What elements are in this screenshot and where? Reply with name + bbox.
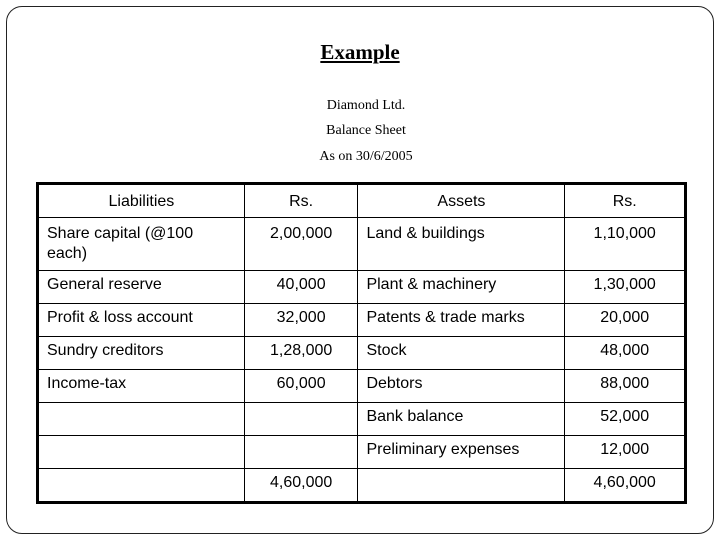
header-liabilities: Liabilities	[38, 184, 245, 218]
asset-amount: 1,10,000	[565, 218, 686, 271]
statement-date: As on 30/6/2005	[319, 149, 413, 164]
table-row	[38, 337, 686, 370]
liability-name: Share capital (@100 each)	[38, 218, 245, 271]
asset-amount: 88,000	[565, 370, 686, 403]
statement-name: Balance Sheet	[326, 123, 406, 138]
liability-name: Income-tax	[38, 370, 245, 403]
liability-name	[38, 403, 245, 436]
liability-name: General reserve	[38, 271, 245, 304]
liability-amount: 40,000	[244, 271, 358, 304]
asset-amount: 52,000	[565, 403, 686, 436]
asset-name: Stock	[358, 337, 565, 370]
liability-name	[38, 436, 245, 469]
table-row	[38, 403, 686, 436]
liabilities-total: 4,60,000	[244, 469, 358, 503]
totals-row	[38, 469, 686, 503]
totals-asset-label-cell	[358, 469, 565, 503]
asset-name: Debtors	[358, 370, 565, 403]
asset-name: Land & buildings	[358, 218, 565, 271]
table-row	[38, 271, 686, 304]
asset-amount: 20,000	[565, 304, 686, 337]
asset-name: Preliminary expenses	[358, 436, 565, 469]
company-name: Diamond Ltd.	[326, 98, 406, 113]
assets-total: 4,60,000	[565, 469, 686, 503]
liability-amount	[244, 436, 358, 469]
table-row	[38, 370, 686, 403]
asset-name: Patents & trade marks	[358, 304, 565, 337]
liability-name: Sundry creditors	[38, 337, 245, 370]
table-row	[38, 304, 686, 337]
liability-amount: 60,000	[244, 370, 358, 403]
asset-amount: 12,000	[565, 436, 686, 469]
balance-sheet-table	[36, 182, 687, 504]
table-row	[38, 436, 686, 469]
liability-name: Profit & loss account	[38, 304, 245, 337]
header-assets: Assets	[358, 184, 565, 218]
asset-amount: 1,30,000	[565, 271, 686, 304]
asset-name: Plant & machinery	[358, 271, 565, 304]
liability-amount: 1,28,000	[244, 337, 358, 370]
table-row	[38, 218, 686, 271]
liability-amount	[244, 403, 358, 436]
totals-label-cell	[38, 469, 245, 503]
header-liabilities-amount: Rs.	[244, 184, 358, 218]
asset-name: Bank balance	[358, 403, 565, 436]
header-assets-amount: Rs.	[565, 184, 686, 218]
liability-amount: 32,000	[244, 304, 358, 337]
asset-amount: 48,000	[565, 337, 686, 370]
liability-amount: 2,00,000	[244, 218, 358, 271]
table-header-row	[38, 184, 686, 218]
slide-title: Example	[320, 40, 400, 64]
